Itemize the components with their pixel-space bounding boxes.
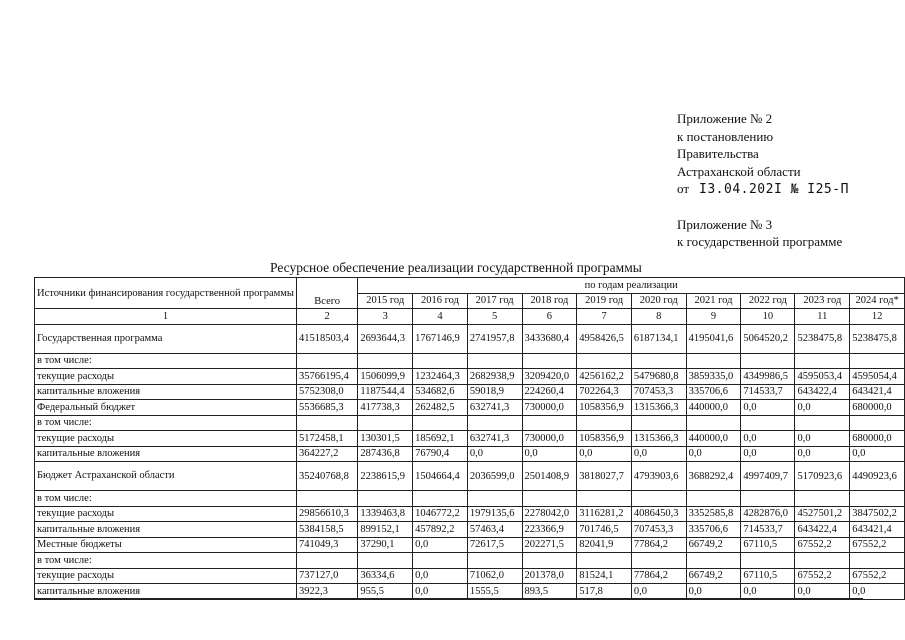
value-cell: 72617,5 — [467, 537, 522, 553]
table-row — [35, 584, 905, 600]
empty-cell — [358, 415, 413, 431]
value-cell: 4527501,2 — [795, 506, 850, 522]
empty-cell — [522, 491, 577, 507]
value-cell: 5064520,2 — [741, 324, 795, 353]
value-cell: 202271,5 — [522, 537, 577, 553]
value-cell: 2682938,9 — [467, 369, 522, 385]
empty-cell — [850, 491, 905, 507]
table-row — [35, 462, 905, 491]
column-index-cell: 2 — [296, 309, 357, 325]
empty-cell — [577, 491, 632, 507]
empty-cell — [850, 353, 905, 369]
value-cell: 0,0 — [795, 400, 850, 416]
value-cell: 66749,2 — [686, 568, 741, 584]
subheader-row — [35, 491, 905, 507]
value-cell: 67110,5 — [741, 568, 795, 584]
value-cell: 4997409,7 — [741, 462, 795, 491]
empty-cell — [413, 553, 468, 569]
value-cell: 1058356,9 — [577, 431, 632, 447]
value-cell: 701746,5 — [577, 522, 632, 538]
year-header: 2020 год — [631, 293, 686, 309]
empty-cell — [522, 415, 577, 431]
value-cell: 3847502,2 — [850, 506, 905, 522]
value-cell: 29856610,3 — [296, 506, 357, 522]
value-cell: 0,0 — [413, 537, 468, 553]
value-cell: 130301,5 — [358, 431, 413, 447]
column-index-cell: 7 — [577, 309, 632, 325]
value-cell: 0,0 — [741, 400, 795, 416]
value-cell: 0,0 — [686, 446, 741, 462]
value-cell: 3818027,7 — [577, 462, 632, 491]
empty-cell — [413, 353, 468, 369]
row-label: Государственная программа — [35, 324, 297, 353]
value-cell: 2741957,8 — [467, 324, 522, 353]
value-cell: 4282876,0 — [741, 506, 795, 522]
value-cell: 0,0 — [413, 568, 468, 584]
value-cell: 77864,2 — [631, 537, 686, 553]
value-cell: 37290,1 — [358, 537, 413, 553]
value-cell: 730000,0 — [522, 431, 577, 447]
value-cell: 67552,2 — [795, 568, 850, 584]
value-cell: 3352585,8 — [686, 506, 741, 522]
value-cell: 4958426,5 — [577, 324, 632, 353]
value-cell: 4595054,4 — [850, 369, 905, 385]
empty-cell — [631, 415, 686, 431]
empty-cell — [358, 353, 413, 369]
year-header: 2021 год — [686, 293, 741, 309]
empty-cell — [413, 415, 468, 431]
government-label: Правительства — [677, 146, 759, 161]
row-label: капитальные вложения — [35, 584, 297, 600]
value-cell: 67552,2 — [795, 537, 850, 553]
row-label: в том числе: — [35, 415, 297, 431]
value-cell: 893,5 — [522, 584, 577, 600]
row-label: Местные бюджеты — [35, 537, 297, 553]
value-cell: 5172458,1 — [296, 431, 357, 447]
value-cell: 2238615,9 — [358, 462, 413, 491]
value-cell: 4793903,6 — [631, 462, 686, 491]
subheader-row — [35, 553, 905, 569]
table-row — [35, 400, 905, 416]
empty-cell — [741, 415, 795, 431]
value-cell: 5170923,6 — [795, 462, 850, 491]
value-cell: 3859335,0 — [686, 369, 741, 385]
row-label: текущие расходы — [35, 506, 297, 522]
empty-cell — [850, 553, 905, 569]
table-row — [35, 568, 905, 584]
empty-cell — [467, 491, 522, 507]
value-cell: 3116281,2 — [577, 506, 632, 522]
value-cell: 5479680,8 — [631, 369, 686, 385]
row-label: в том числе: — [35, 491, 297, 507]
column-index-cell: 12 — [850, 309, 905, 325]
appendix-3-label: Приложение № 3 — [677, 216, 773, 232]
value-cell: 457892,2 — [413, 522, 468, 538]
value-cell: 3922,3 — [296, 584, 357, 600]
empty-cell — [296, 553, 357, 569]
value-cell: 707453,3 — [631, 522, 686, 538]
value-cell: 185692,1 — [413, 431, 468, 447]
value-cell: 2501408,9 — [522, 462, 577, 491]
value-cell: 643422,4 — [795, 522, 850, 538]
value-cell: 335706,6 — [686, 522, 741, 538]
value-cell: 417738,3 — [358, 400, 413, 416]
value-cell: 59018,9 — [467, 384, 522, 400]
date-prefix: от — [677, 181, 690, 196]
value-cell: 643421,4 — [850, 384, 905, 400]
column-index-row — [35, 309, 905, 325]
value-cell: 4349986,5 — [741, 369, 795, 385]
year-header: 2022 год — [741, 293, 795, 309]
column-index-cell: 5 — [467, 309, 522, 325]
value-cell: 714533,7 — [741, 384, 795, 400]
column-index-cell: 3 — [358, 309, 413, 325]
empty-cell — [296, 491, 357, 507]
value-cell: 67552,2 — [850, 537, 905, 553]
row-label: Бюджет Астраханской области — [35, 462, 297, 491]
year-header: 2017 год — [467, 293, 522, 309]
row-label: Федеральный бюджет — [35, 400, 297, 416]
value-cell: 5238475,8 — [850, 324, 905, 353]
value-cell: 440000,0 — [686, 431, 741, 447]
bottom-rule — [34, 598, 863, 599]
value-cell: 1046772,2 — [413, 506, 468, 522]
value-cell: 6187134,1 — [631, 324, 686, 353]
empty-cell — [631, 353, 686, 369]
table-row — [35, 446, 905, 462]
value-cell: 4256162,2 — [577, 369, 632, 385]
value-cell: 0,0 — [741, 431, 795, 447]
empty-cell — [741, 491, 795, 507]
value-cell: 0,0 — [795, 446, 850, 462]
empty-cell — [467, 415, 522, 431]
empty-cell — [741, 553, 795, 569]
value-cell: 0,0 — [577, 446, 632, 462]
empty-cell — [631, 491, 686, 507]
table-row — [35, 369, 905, 385]
empty-cell — [358, 553, 413, 569]
value-cell: 35240768,8 — [296, 462, 357, 491]
column-index-cell: 1 — [35, 309, 297, 325]
row-label: в том числе: — [35, 553, 297, 569]
row-label: капитальные вложения — [35, 522, 297, 538]
row-label: капитальные вложения — [35, 384, 297, 400]
value-cell: 714533,7 — [741, 522, 795, 538]
value-cell: 1767146,9 — [413, 324, 468, 353]
value-cell: 35766195,4 — [296, 369, 357, 385]
value-cell: 3209420,0 — [522, 369, 577, 385]
subheader-row — [35, 353, 905, 369]
value-cell: 643422,4 — [795, 384, 850, 400]
value-cell: 41518503,4 — [296, 324, 357, 353]
value-cell: 0,0 — [467, 446, 522, 462]
empty-cell — [577, 553, 632, 569]
program-label: к государственной программе — [677, 234, 843, 249]
value-cell: 4490923,6 — [850, 462, 905, 491]
value-cell: 440000,0 — [686, 400, 741, 416]
value-cell: 741049,3 — [296, 537, 357, 553]
empty-cell — [631, 553, 686, 569]
empty-cell — [296, 415, 357, 431]
value-cell: 3433680,4 — [522, 324, 577, 353]
value-cell: 1979135,6 — [467, 506, 522, 522]
resolution-label: к постановлению — [677, 128, 774, 144]
empty-cell — [577, 415, 632, 431]
empty-cell — [358, 491, 413, 507]
empty-cell — [741, 353, 795, 369]
value-cell: 955,5 — [358, 584, 413, 600]
value-cell: 2693644,3 — [358, 324, 413, 353]
column-index-cell: 4 — [413, 309, 468, 325]
value-cell: 71062,0 — [467, 568, 522, 584]
value-cell: 643421,4 — [850, 522, 905, 538]
value-cell: 224260,4 — [522, 384, 577, 400]
value-cell: 82041,9 — [577, 537, 632, 553]
value-cell: 335706,6 — [686, 384, 741, 400]
value-cell: 5238475,8 — [795, 324, 850, 353]
table-body — [35, 324, 905, 599]
table-row — [35, 537, 905, 553]
column-index-cell: 9 — [686, 309, 741, 325]
value-cell: 36334,6 — [358, 568, 413, 584]
value-cell: 223366,9 — [522, 522, 577, 538]
value-cell: 730000,0 — [522, 400, 577, 416]
resource-table — [34, 277, 905, 600]
value-cell: 364227,2 — [296, 446, 357, 462]
value-cell: 3688292,4 — [686, 462, 741, 491]
value-cell: 66749,2 — [686, 537, 741, 553]
year-header: 2015 год — [358, 293, 413, 309]
value-cell: 632741,3 — [467, 400, 522, 416]
value-cell: 1555,5 — [467, 584, 522, 600]
value-cell: 534682,6 — [413, 384, 468, 400]
total-header: Всего — [296, 278, 357, 309]
resolution-date-line — [677, 180, 849, 199]
value-cell: 287436,8 — [358, 446, 413, 462]
row-label: в том числе: — [35, 353, 297, 369]
value-cell: 0,0 — [741, 584, 795, 600]
appendix-header — [677, 110, 849, 251]
empty-cell — [795, 415, 850, 431]
value-cell: 1058356,9 — [577, 400, 632, 416]
value-cell: 5384158,5 — [296, 522, 357, 538]
empty-cell — [467, 353, 522, 369]
subheader-row — [35, 415, 905, 431]
row-label: капитальные вложения — [35, 446, 297, 462]
value-cell: 0,0 — [795, 584, 850, 600]
table-row — [35, 324, 905, 353]
empty-cell — [413, 491, 468, 507]
value-cell: 5752308,0 — [296, 384, 357, 400]
table-row — [35, 506, 905, 522]
row-label: текущие расходы — [35, 568, 297, 584]
value-cell: 5536685,3 — [296, 400, 357, 416]
resolution-date-number: I3.04.202I № I25-П — [699, 182, 849, 197]
table-row — [35, 522, 905, 538]
value-cell: 1315366,3 — [631, 431, 686, 447]
value-cell: 899152,1 — [358, 522, 413, 538]
value-cell: 680000,0 — [850, 431, 905, 447]
value-cell: 1506099,9 — [358, 369, 413, 385]
value-cell: 57463,4 — [467, 522, 522, 538]
empty-cell — [686, 491, 741, 507]
value-cell: 1339463,8 — [358, 506, 413, 522]
value-cell: 2278042,0 — [522, 506, 577, 522]
year-header: 2016 год — [413, 293, 468, 309]
value-cell: 707453,3 — [631, 384, 686, 400]
empty-cell — [795, 491, 850, 507]
value-cell: 680000,0 — [850, 400, 905, 416]
value-cell: 0,0 — [741, 446, 795, 462]
column-index-cell: 11 — [795, 309, 850, 325]
value-cell: 0,0 — [631, 584, 686, 600]
column-index-cell: 6 — [522, 309, 577, 325]
value-cell: 4595053,4 — [795, 369, 850, 385]
value-cell: 0,0 — [850, 446, 905, 462]
empty-cell — [686, 553, 741, 569]
value-cell: 0,0 — [686, 584, 741, 600]
empty-cell — [296, 353, 357, 369]
value-cell: 67552,2 — [850, 568, 905, 584]
row-label: текущие расходы — [35, 369, 297, 385]
year-header: 2018 год — [522, 293, 577, 309]
empty-cell — [850, 415, 905, 431]
value-cell: 0,0 — [795, 431, 850, 447]
empty-cell — [795, 553, 850, 569]
value-cell: 737127,0 — [296, 568, 357, 584]
appendix-2-label: Приложение № 2 — [677, 111, 773, 126]
empty-cell — [522, 353, 577, 369]
value-cell: 1315366,3 — [631, 400, 686, 416]
value-cell: 0,0 — [850, 584, 905, 600]
value-cell: 67110,5 — [741, 537, 795, 553]
empty-cell — [522, 553, 577, 569]
value-cell: 81524,1 — [577, 568, 632, 584]
value-cell: 262482,5 — [413, 400, 468, 416]
region-label: Астраханской области — [677, 163, 801, 179]
by-years-header: по годам реализации — [358, 278, 905, 294]
value-cell: 201378,0 — [522, 568, 577, 584]
column-index-cell: 10 — [741, 309, 795, 325]
value-cell: 702264,3 — [577, 384, 632, 400]
value-cell: 632741,3 — [467, 431, 522, 447]
value-cell: 4086450,3 — [631, 506, 686, 522]
value-cell: 77864,2 — [631, 568, 686, 584]
year-header: 2023 год — [795, 293, 850, 309]
source-header: Источники финансирования государственной программы — [35, 278, 297, 309]
value-cell: 1504664,4 — [413, 462, 468, 491]
row-label: текущие расходы — [35, 431, 297, 447]
empty-cell — [795, 353, 850, 369]
value-cell: 76790,4 — [413, 446, 468, 462]
document-title: Ресурсное обеспечение реализации государственной программы — [270, 260, 642, 275]
value-cell: 0,0 — [522, 446, 577, 462]
value-cell: 517,8 — [577, 584, 632, 600]
empty-cell — [686, 353, 741, 369]
value-cell: 1232464,3 — [413, 369, 468, 385]
table-row — [35, 431, 905, 447]
empty-cell — [686, 415, 741, 431]
year-header: 2024 год* — [850, 293, 905, 309]
column-index-cell: 8 — [631, 309, 686, 325]
value-cell: 0,0 — [413, 584, 468, 600]
value-cell: 0,0 — [631, 446, 686, 462]
empty-cell — [467, 553, 522, 569]
value-cell: 2036599,0 — [467, 462, 522, 491]
empty-cell — [577, 353, 632, 369]
value-cell: 4195041,6 — [686, 324, 741, 353]
value-cell: 1187544,4 — [358, 384, 413, 400]
year-header: 2019 год — [577, 293, 632, 309]
table-row — [35, 384, 905, 400]
